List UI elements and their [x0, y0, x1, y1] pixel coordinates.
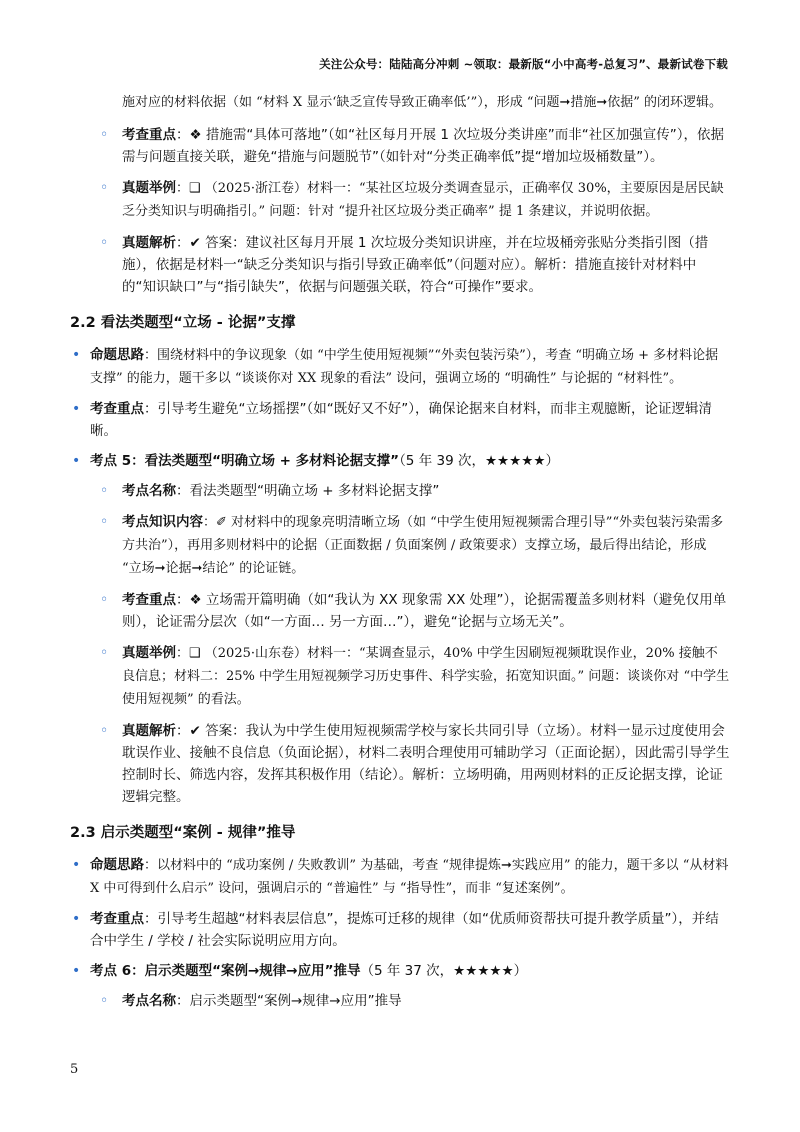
continued-paragraph: 施对应的材料依据（如 “材料 X 显示‘缺乏宣传导致正确率低’”），形成 “问题➞措施➞依据” 的闭环逻辑。 [122, 95, 723, 110]
knowledge-label: 考点知识内容 [122, 514, 203, 530]
page-header: 关注公众号：陆陆高分冲刺 ~领取：最新版“小中高考-总复习”、最新试卷下载 [319, 57, 728, 71]
knowledge-text: ：✐ 对材料中的现象亮明清晰立场（如 “中学生使用短视频需合理引导”“外卖包装污染需多方共治”），再用多则材料中的论据（正面数据 / 负面案例 / 政策要求）支撑立场，最后得出结论，形成 “立场➞论据➞结论” 的论证链。 [122, 515, 724, 576]
section-heading-2-2: 2.2 看法类题型“立场 - 论据”支撑 [70, 315, 296, 331]
list-item-focus [70, 908, 730, 952]
focus-label: 考查重点 [122, 127, 176, 143]
exam-point-label: 考点 6：启示类题型“案例→规律→应用”推导 [90, 963, 361, 979]
list-item-point-name [70, 990, 730, 1012]
point-name-text: ：看法类题型“明确立场 + 多材料论据支撑” [176, 483, 440, 499]
point-name-text: ：启示类题型“案例→规律→应用”推导 [176, 993, 402, 1009]
list-item-focus [70, 124, 730, 168]
analysis-label: 真题解析 [122, 723, 176, 739]
focus-label: 考查重点 [90, 911, 144, 927]
section-heading-2-3: 2.3 启示类题型“案例 - 规律”推导 [70, 825, 296, 841]
list-item-idea [70, 854, 730, 900]
analysis-label: 真题解析 [122, 235, 176, 251]
idea-text: ：围绕材料中的争议现象（如 “中学生使用短视频”“外卖包装污染”），考查 “明确立场 + 多材料论据支撑” 的能力，题干多以 “谈谈你对 XX 现象的看法” 设问，强调立场的 “明确性” 与论据的 “材料性”。 [90, 348, 719, 386]
list-item-example [70, 642, 730, 711]
idea-label: 命题思路 [90, 857, 144, 873]
list-item-focus [70, 589, 730, 633]
analysis-text: ：✔ 答案：建议社区每月开展 1 次垃圾分类知识讲座，并在垃圾桶旁张贴分类指引图（措施），依据是材料一“缺乏分类知识与指引导致正确率低”（问题对应）。解析：措施直接针对材料中的“知识缺口”与“指引缺失”，依据与问题强关联，符合“可操作”要求。 [122, 235, 709, 295]
list-item-exam-point [70, 450, 730, 472]
list-item-point-name [70, 480, 730, 502]
exam-point-stats: （5 年 39 次，★★★★★） [399, 453, 559, 469]
example-label: 真题举例 [122, 645, 176, 661]
analysis-text: ：✔ 答案：我认为中学生使用短视频需学校与家长共同引导（立场）。材料一显示过度使用会耽误作业、接触不良信息（负面论据），材料二表明合理使用可辅助学习（正面论据），因此需引导学生控制时长、筛选内容，发挥其积极作用（结论）。解析：立场明确，用两则材料的正反论据支撑，论证逻辑完整。 [122, 723, 730, 805]
focus-text: ：❖ 立场需开篇明确（如“我认为 XX 现象需 XX 处理”），论据需覆盖多则材料（避免仅用单则），论证需分层次（如“一方面… 另一方面…”），避免“论据与立场无关”。 [122, 592, 727, 630]
list-item-idea [70, 344, 730, 390]
list-item-example [70, 177, 730, 223]
focus-label: 考查重点 [122, 592, 176, 608]
list-item-knowledge [70, 511, 730, 580]
exam-point-stats: （5 年 37 次，★★★★★） [360, 963, 528, 979]
document-body [70, 92, 730, 1021]
list-item-analysis [70, 720, 730, 808]
list-item-exam-point [70, 960, 730, 982]
exam-point-label: 考点 5：看法类题型“明确立场 + 多材料论据支撑” [90, 453, 400, 469]
idea-text: ：以材料中的 “成功案例 / 失败教训” 为基础，考查 “规律提炼➞实践应用” 的能力，题干多以 “从材料 X 中可得到什么启示” 设问，强调启示的 “普遍性” 与 “指导性”，而非 “复述案例”。 [90, 858, 729, 896]
page-number: 5 [70, 1062, 79, 1077]
focus-label: 考查重点 [90, 401, 144, 417]
list-item-analysis [70, 232, 730, 298]
focus-text: ：❖ 措施需“具体可落地”（如“社区每月开展 1 次垃圾分类讲座”而非“社区加强宣传”），依据需与问题直接关联，避免“措施与问题脱节”（如针对“分类正确率低”提“增加垃圾桶数量”）。 [122, 127, 725, 165]
point-name-label: 考点名称 [122, 993, 176, 1009]
list-item-focus [70, 398, 730, 442]
example-text: ：❑ （2025·浙江卷）材料一：“某社区垃圾分类调查显示，正确率仅 30%，主要原因是居民缺乏分类知识与明确指引。” 问题：针对 “提升社区垃圾分类正确率” 提 1 条建议，并说明依据。 [122, 181, 724, 219]
example-label: 真题举例 [122, 180, 176, 196]
focus-text: ：引导考生避免“立场摇摆”（如“既好又不好”），确保论据来自材料，而非主观臆断，论证逻辑清晰。 [90, 401, 712, 439]
example-text: ：❑ （2025·山东卷）材料一：“某调查显示，40% 中学生因刷短视频耽误作业，20% 接触不良信息；材料二：25% 中学生用短视频学习历史事件、科学实验，拓宽知识面。” 问题：谈谈你对 “中学生使用短视频” 的看法。 [122, 646, 730, 707]
focus-text: ：引导考生超越“材料表层信息”，提炼可迁移的规律（如“优质师资帮扶可提升教学质量”），并结合中学生 / 学校 / 社会实际说明应用方向。 [90, 911, 719, 949]
point-name-label: 考点名称 [122, 483, 176, 499]
idea-label: 命题思路 [90, 347, 144, 363]
